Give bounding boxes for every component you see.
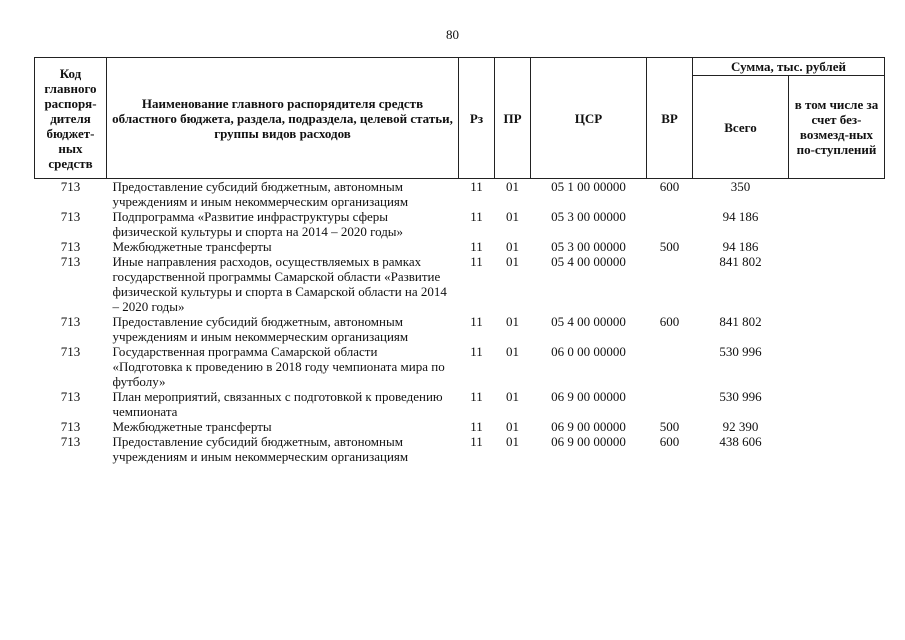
table-row	[35, 389, 885, 419]
total-cell: 841 802	[719, 254, 762, 269]
header-name: Наименование главного распорядителя средств областного бюджета, раздела, подраздела, целевой статьи, группы видов расходов	[107, 58, 459, 179]
name-cell: Государственная программа Самарской области «Подготовка к проведению в 2018 году чемпионата мира по футболу»	[112, 344, 445, 389]
header-csr: ЦСР	[531, 58, 647, 179]
code-cell: 713	[60, 419, 81, 434]
csr-cell: 05 3 00 00000	[551, 209, 626, 224]
csr-cell: 05 4 00 00000	[551, 254, 626, 269]
table-row	[35, 314, 885, 344]
vr-cell	[647, 389, 693, 419]
free-receipts-cell	[789, 389, 885, 419]
pr-cell: 01	[506, 209, 519, 224]
code-cell: 713	[60, 239, 81, 254]
name-cell: Подпрограмма «Развитие инфраструктуры сферы физической культуры и спорта на 2014 – 2020 годы»	[112, 209, 404, 239]
header-sum-group: Сумма, тыс. рублей	[693, 58, 885, 76]
name-cell: Предоставление субсидий бюджетным, автономным учреждениям и иным некоммерческим организациям	[112, 434, 409, 464]
free-receipts-cell	[789, 209, 885, 239]
total-cell: 438 606	[719, 434, 762, 449]
header-pr: ПР	[495, 58, 531, 179]
total-cell: 94 186	[722, 239, 759, 254]
free-receipts-cell	[789, 419, 885, 434]
total-cell: 94 186	[722, 209, 759, 224]
vr-cell	[647, 209, 693, 239]
pr-cell: 01	[506, 389, 519, 404]
rz-cell: 11	[470, 239, 483, 254]
free-receipts-cell	[789, 239, 885, 254]
code-cell: 713	[60, 344, 81, 359]
csr-cell: 05 3 00 00000	[551, 239, 626, 254]
vr-cell	[647, 344, 693, 389]
table-row	[35, 434, 885, 464]
pr-cell: 01	[506, 179, 519, 194]
rz-cell: 11	[470, 389, 483, 404]
header-code: Код главного распоря-дителя бюджет-ных средств	[35, 58, 107, 179]
name-cell: Иные направления расходов, осуществляемых в рамках государственной программы Самарской области «Развитие физической культуры и спорта в Самарской области на 2014 – 2020 годы»	[112, 254, 447, 314]
vr-cell: 600	[659, 314, 680, 329]
pr-cell: 01	[506, 254, 519, 269]
table-body	[35, 179, 885, 465]
name-cell: Межбюджетные трансферты	[112, 239, 272, 254]
name-cell: Межбюджетные трансферты	[112, 419, 272, 434]
table-row	[35, 239, 885, 254]
table-header	[35, 58, 885, 179]
csr-cell: 06 9 00 00000	[551, 389, 626, 404]
table-row	[35, 209, 885, 239]
free-receipts-cell	[789, 254, 885, 314]
pr-cell: 01	[506, 239, 519, 254]
rz-cell: 11	[470, 209, 483, 224]
vr-cell: 600	[659, 434, 680, 449]
csr-cell: 05 1 00 00000	[551, 179, 626, 194]
pr-cell: 01	[506, 419, 519, 434]
total-cell: 530 996	[719, 344, 762, 359]
vr-cell: 500	[659, 239, 680, 254]
pr-cell: 01	[506, 434, 519, 449]
total-cell: 92 390	[722, 419, 759, 434]
rz-cell: 11	[470, 344, 483, 359]
rz-cell: 11	[470, 419, 483, 434]
total-cell: 530 996	[719, 389, 762, 404]
code-cell: 713	[60, 389, 81, 404]
rz-cell: 11	[470, 254, 483, 269]
pr-cell: 01	[506, 314, 519, 329]
free-receipts-cell	[789, 179, 885, 210]
code-cell: 713	[60, 434, 81, 449]
free-receipts-cell	[789, 344, 885, 389]
rz-cell: 11	[470, 314, 483, 329]
table-row	[35, 344, 885, 389]
table-row	[35, 179, 885, 210]
csr-cell: 06 9 00 00000	[551, 419, 626, 434]
header-rz: Рз	[459, 58, 495, 179]
header-free-receipts: в том числе за счет без-возмезд-ных по-ступлений	[789, 76, 885, 179]
total-cell: 841 802	[719, 314, 762, 329]
table-row	[35, 254, 885, 314]
budget-table	[34, 57, 885, 464]
free-receipts-cell	[789, 314, 885, 344]
vr-cell	[647, 254, 693, 314]
header-total: Всего	[693, 76, 789, 179]
header-vr: ВР	[647, 58, 693, 179]
code-cell: 713	[60, 179, 81, 194]
csr-cell: 06 0 00 00000	[551, 344, 626, 359]
csr-cell: 05 4 00 00000	[551, 314, 626, 329]
code-cell: 713	[60, 209, 81, 224]
vr-cell: 500	[659, 419, 680, 434]
rz-cell: 11	[470, 434, 483, 449]
name-cell: План мероприятий, связанных с подготовкой к проведению чемпионата	[112, 389, 443, 419]
vr-cell: 600	[659, 179, 680, 194]
name-cell: Предоставление субсидий бюджетным, автономным учреждениям и иным некоммерческим организациям	[112, 179, 409, 209]
rz-cell: 11	[470, 179, 483, 194]
code-cell: 713	[60, 254, 81, 269]
table-row	[35, 419, 885, 434]
page-number: 80	[446, 27, 459, 42]
name-cell: Предоставление субсидий бюджетным, автономным учреждениям и иным некоммерческим организациям	[112, 314, 409, 344]
free-receipts-cell	[789, 434, 885, 464]
csr-cell: 06 9 00 00000	[551, 434, 626, 449]
code-cell: 713	[60, 314, 81, 329]
pr-cell: 01	[506, 344, 519, 359]
total-cell: 350	[730, 179, 751, 194]
